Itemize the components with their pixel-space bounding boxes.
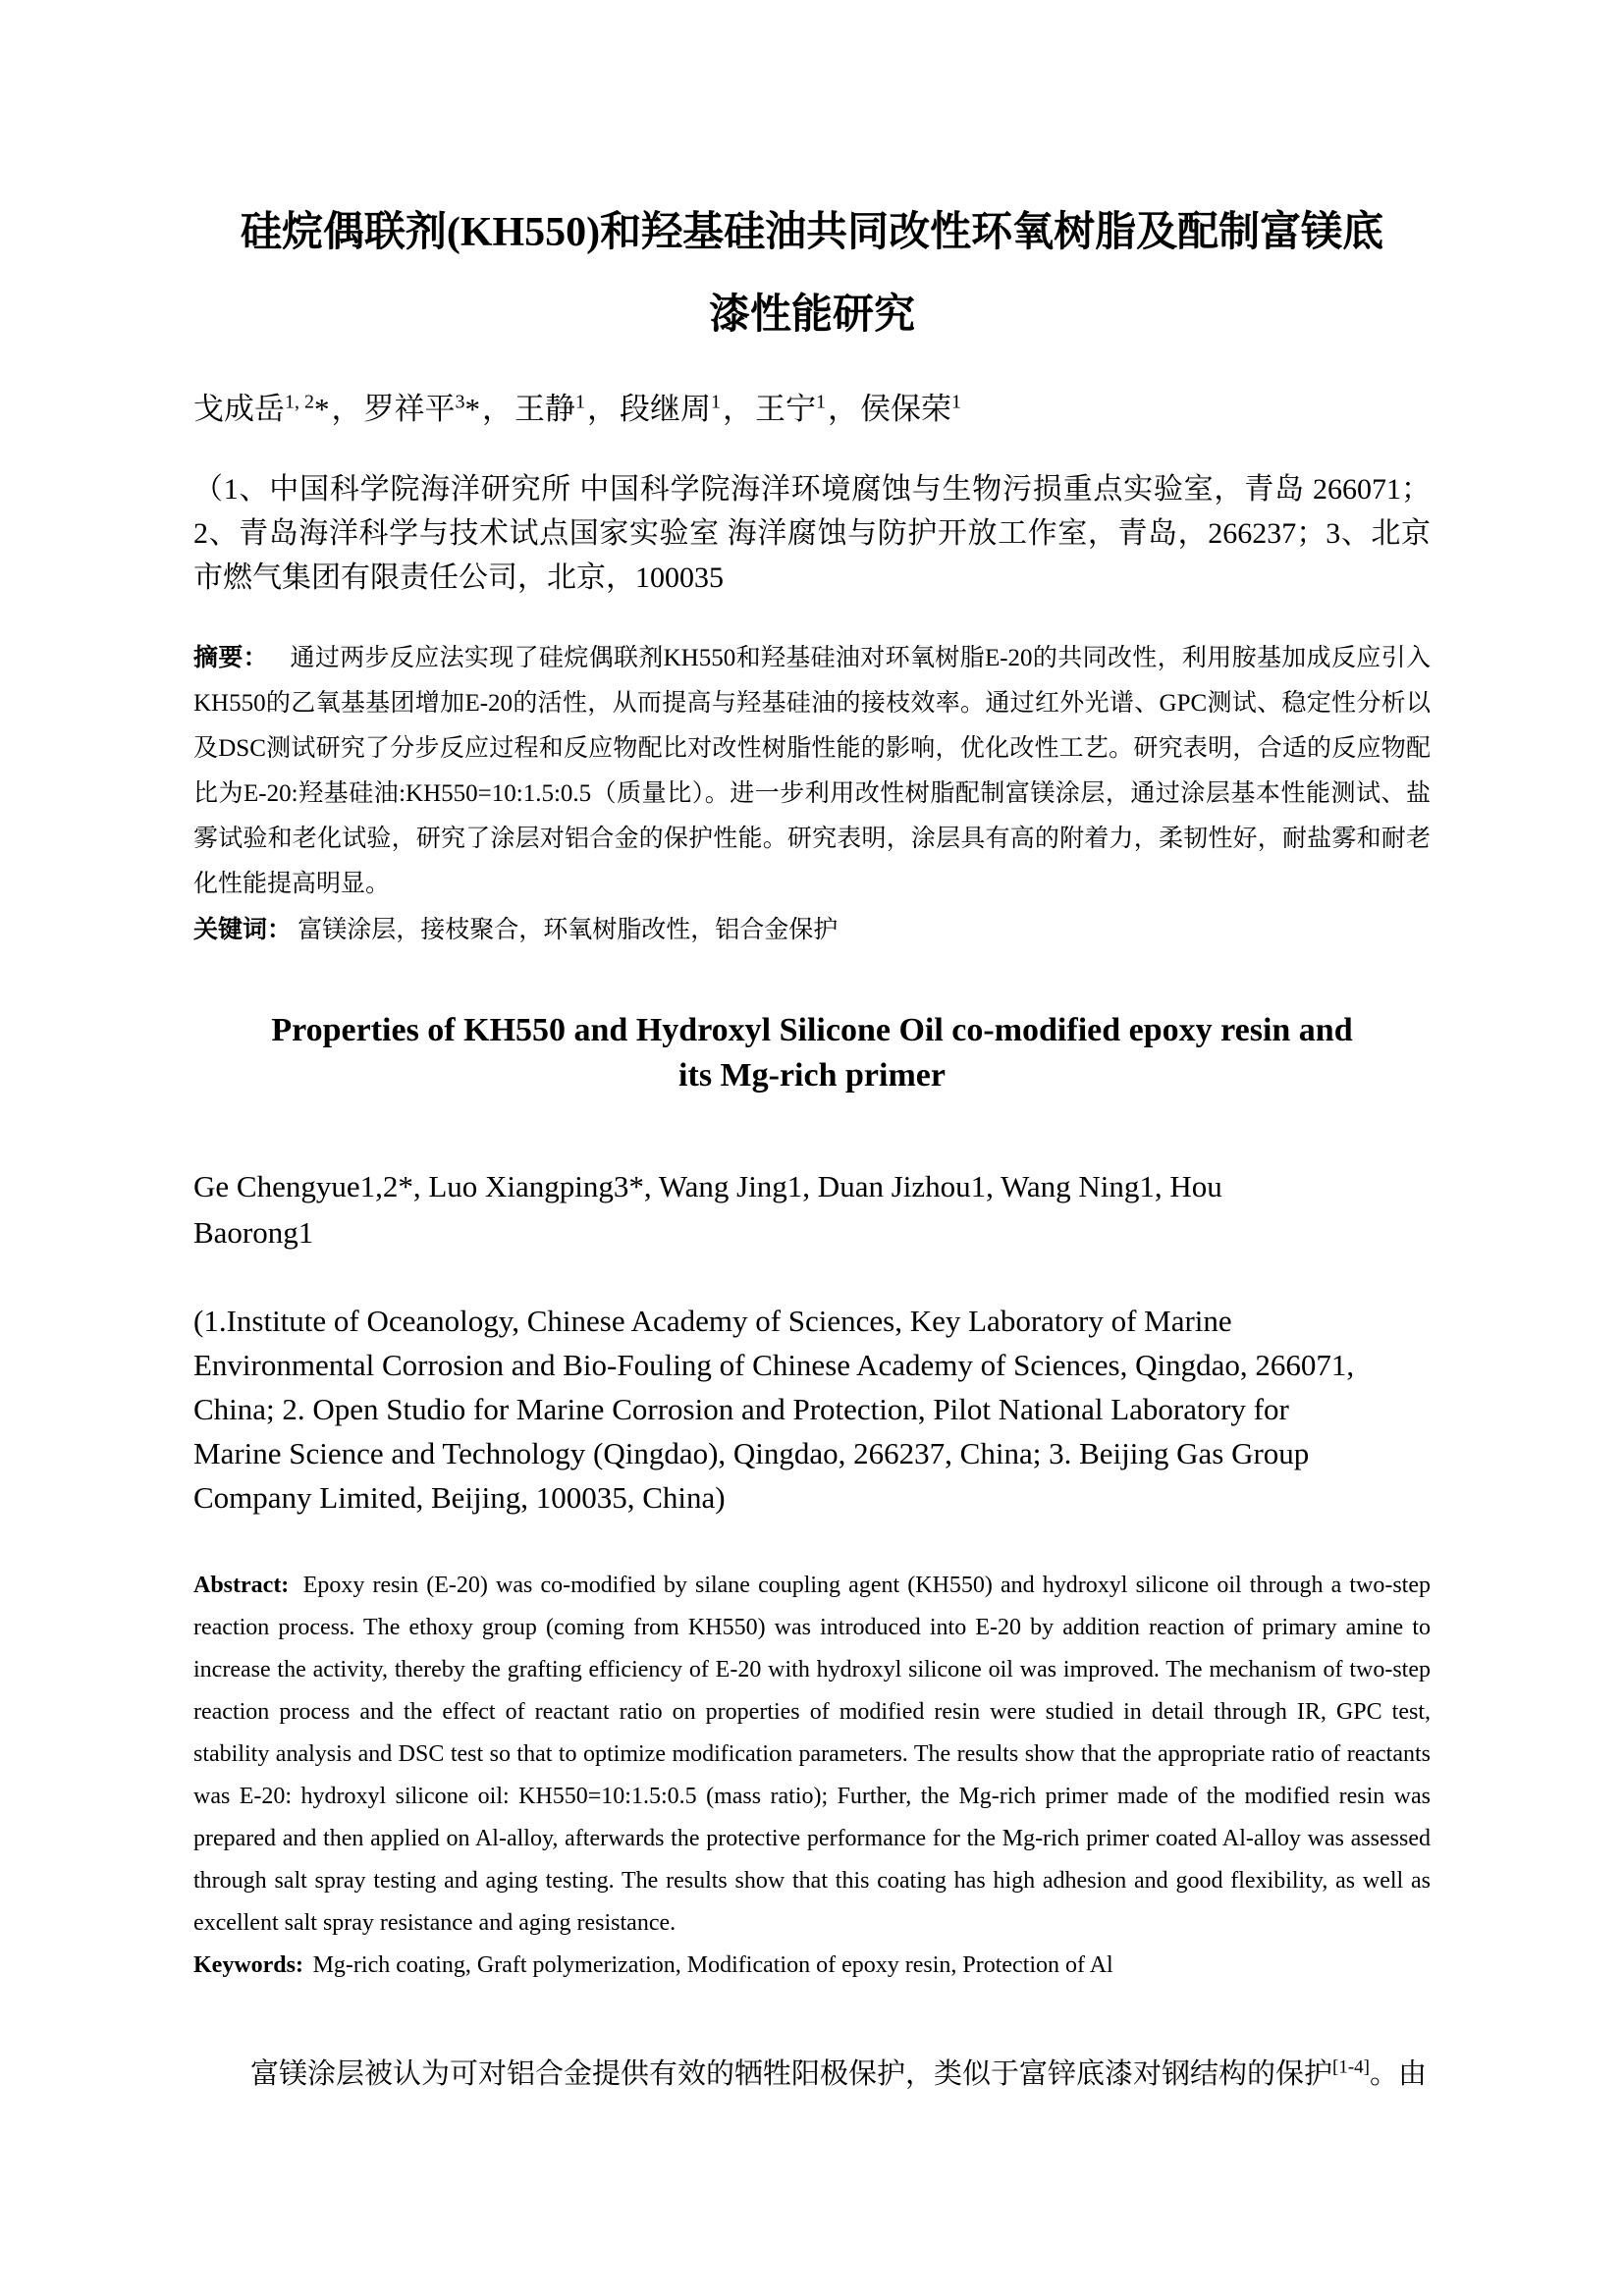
author-name: 侯保荣 bbox=[860, 392, 951, 426]
author-separator: ， bbox=[587, 392, 618, 426]
chinese-author-line bbox=[193, 386, 1431, 432]
english-affiliation: (1.Institute of Oceanology, Chinese Academy of Sciences, Key Laboratory of Marine Environmental Corrosion and Bio-Fouling of Chinese Academy of Sciences, Qingdao, 266071, China; 2. Open Studio for Marine Corrosion and Protection, Pilot National Laboratory for Marine Science and Technology (Qingdao), Qingdao, 266237, China; 3. Beijing Gas Group Company Limited, Beijing, 100035, China) bbox=[193, 1304, 1355, 1515]
chinese-abstract bbox=[193, 635, 1431, 907]
author-superscript: 1 bbox=[711, 391, 721, 413]
author-name: 王静 bbox=[514, 392, 575, 426]
author-name: 段继周 bbox=[620, 392, 711, 426]
author-separator: ， bbox=[482, 392, 513, 426]
author-separator: ， bbox=[723, 392, 753, 426]
abstract-text-en: Epoxy resin (E-20) was co-modified by silane coupling agent (KH550) and hydroxyl silicone oil through a two-step reaction process. The ethoxy group (coming from KH550) was introduced into E-20 by addition reaction of primary amine to increase the activity, thereby the grafting efficiency of E-20 with hydroxyl silicone oil was improved. The mechanism of two-step reaction process and the effect of reactant ratio on properties of modified resin were studied in detail through IR, GPC test, stability analysis and DSC test so that to optimize modification parameters. The results show that the appropriate ratio of reactants was E-20: hydroxyl silicone oil: KH550=10:1.5:0.5 (mass ratio); Further, the Mg-rich primer made of the modified resin was prepared and then applied on Al-alloy, afterwards the protective performance for the Mg-rich primer coated Al-alloy was assessed through salt spray testing and aging testing. The results show that this coating has high adhesion and good flexibility, as well as excellent salt spray resistance and aging resistance. bbox=[193, 1573, 1431, 1936]
chinese-keywords bbox=[193, 907, 1431, 953]
abstract-label-zh: 摘要： bbox=[193, 644, 269, 671]
author-name: 王宁 bbox=[755, 392, 816, 426]
intro-paragraph bbox=[193, 2052, 1431, 2097]
author-superscript: 1 bbox=[575, 391, 585, 413]
author-superscript: 3 bbox=[455, 391, 465, 413]
english-author-line: Ge Chengyue1,2*, Luo Xiangping3*, Wang Jing1, Duan Jizhou1, Wang Ning1, Hou Baorong1 bbox=[193, 1169, 1222, 1250]
intro-text: 富镁涂层被认为可对铝合金提供有效的牺牲阳极保护，类似于富锌底漆对钢结构的保护 bbox=[250, 2058, 1333, 2090]
author-name: 罗祥平 bbox=[363, 392, 456, 426]
author-separator: ， bbox=[828, 392, 858, 426]
chinese-affiliation: （1、中国科学院海洋研究所 中国科学院海洋环境腐蚀与生物污损重点实验室，青岛 266071；2、青岛海洋科学与技术试点国家实验室 海洋腐蚀与防护开放工作室，青岛，266237；3、北京市燃气集团有限责任公司，北京，100035 bbox=[193, 473, 1431, 594]
english-keywords bbox=[193, 1945, 1431, 1987]
keywords-text-zh: 富镁涂层，接枝聚合，环氧树脂改性，铝合金保护 bbox=[298, 917, 839, 943]
author-superscript: 1 bbox=[816, 391, 826, 413]
keywords-label-en: Keywords: bbox=[193, 1952, 303, 1978]
author-superscript: 1, 2 bbox=[285, 391, 314, 413]
author-star: * bbox=[314, 392, 330, 426]
citation-superscript: [1-4] bbox=[1332, 2056, 1370, 2078]
intro-tail: 。由 bbox=[1370, 2058, 1428, 2090]
chinese-title: 硅烷偶联剂(KH550)和羟基硅油共同改性环氧树脂及配制富镁底漆性能研究 bbox=[240, 210, 1384, 338]
keywords-label-zh: 关键词： bbox=[193, 916, 293, 943]
keywords-text-en: Mg-rich coating, Graft polymerization, Modification of epoxy resin, Protection of Al bbox=[312, 1952, 1113, 1978]
author-superscript: 1 bbox=[951, 391, 961, 413]
author-separator: ， bbox=[331, 392, 362, 426]
author-star: * bbox=[464, 392, 480, 426]
english-title: Properties of KH550 and Hydroxyl Silicone Oil co-modified epoxy resin and its Mg-rich primer bbox=[271, 1012, 1353, 1094]
english-abstract bbox=[193, 1565, 1431, 1945]
abstract-text-zh: 通过两步反应法实现了硅烷偶联剂KH550和羟基硅油对环氧树脂E-20的共同改性，利用胺基加成反应引入KH550的乙氧基基团增加E-20的活性，从而提高与羟基硅油的接枝效率。通过红外光谱、GPC测试、稳定性分析以及DSC测试研究了分步反应过程和反应物配比对改性树脂性能的影响，优化改性工艺。研究表明，合适的反应物配比为E-20:羟基硅油:KH550=10:1.5:0.5（质量比）。进一步利用改性树脂配制富镁涂层，通过涂层基本性能测试、盐雾试验和老化试验，研究了涂层对铝合金的保护性能。研究表明，涂层具有高的附着力，柔韧性好，耐盐雾和耐老化性能提高明显。 bbox=[193, 645, 1431, 897]
abstract-label-en: Abstract: bbox=[193, 1573, 290, 1598]
author-name: 戈成岳 bbox=[193, 392, 285, 426]
